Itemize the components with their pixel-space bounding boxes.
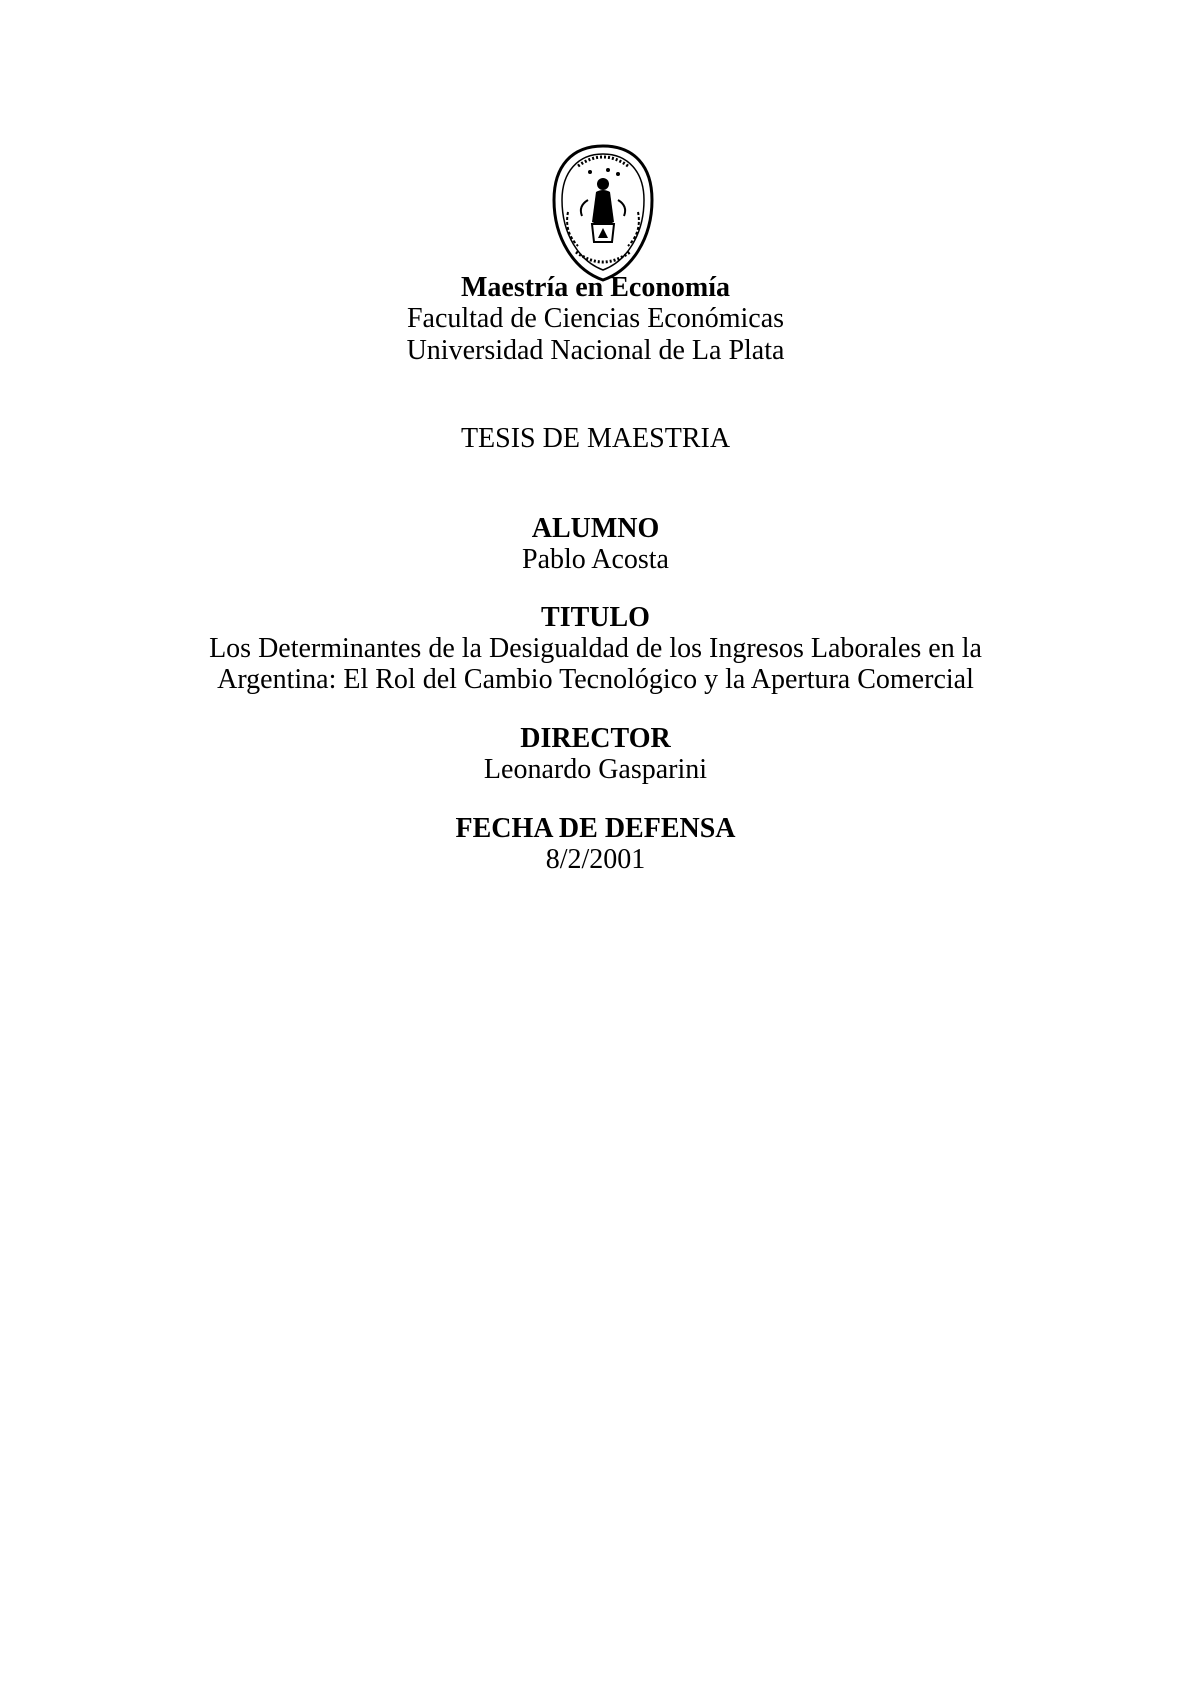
defense-date-label: FECHA DE DEFENSA <box>455 813 736 844</box>
program-name: Maestría en Economía <box>460 272 731 303</box>
director-label: DIRECTOR <box>520 723 671 754</box>
title-label: TITULO <box>541 602 650 633</box>
student-name: Pablo Acosta <box>522 544 669 575</box>
student-label: ALUMNO <box>531 513 660 544</box>
defense-date: 8/2/2001 <box>545 844 646 875</box>
university-seal-logo <box>548 142 658 284</box>
university-name: Universidad Nacional de La Plata <box>406 335 785 366</box>
director-name: Leonardo Gasparini <box>483 754 708 785</box>
thesis-title-line-1: Los Determinantes de la Desigualdad de los Ingresos Laborales en la <box>209 633 982 664</box>
faculty-name: Facultad de Ciencias Económicas <box>406 303 785 334</box>
thesis-title-line-2: Argentina: El Rol del Cambio Tecnológico y la Apertura Comercial <box>217 664 974 695</box>
document-type: TESIS DE MAESTRIA <box>460 423 731 454</box>
